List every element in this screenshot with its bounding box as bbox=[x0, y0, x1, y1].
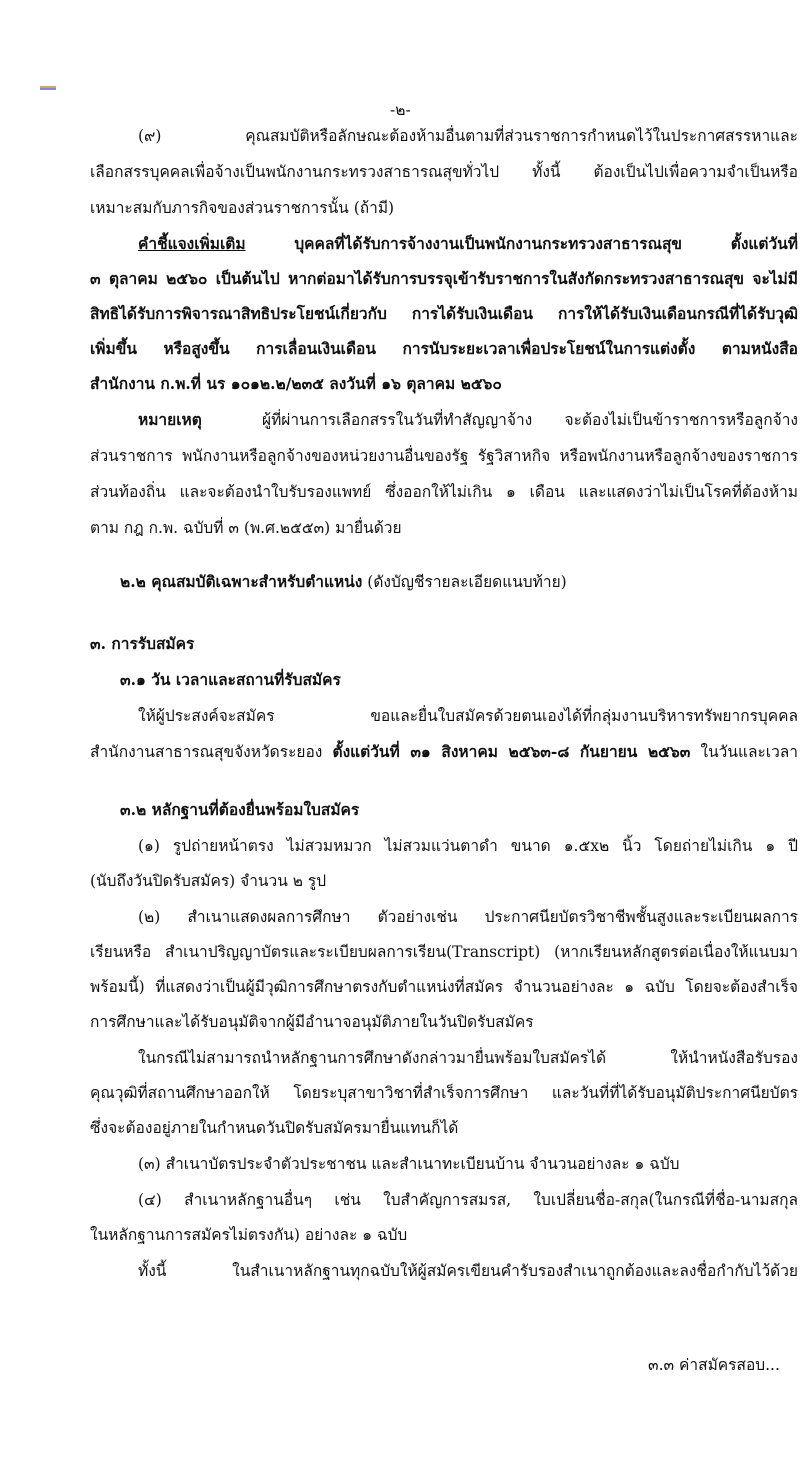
note-line2: ส่วนราชการ พนักงานหรือลูกจ้างของหน่วยงานอื่นของรัฐ รัฐวิสาหกิจ หรือพนักงานหรือลูกจ้างของราชการ bbox=[90, 447, 798, 465]
s32-item1-line1: (๑) รูปถ่ายหน้าตรง ไม่สวมหมวก ไม่สวมแว่นตาดำ ขนาด ๑.๕x๒ นิ้ว โดยถ่ายไม่เกิน ๑ ปี bbox=[138, 837, 798, 855]
s31-line1: ให้ผู้ประสงค์จะสมัคร ขอและยื่นใบสมัครด้วยตนเองได้ที่กลุ่มงานบริหารทรัพยากรบุคคล bbox=[138, 707, 798, 725]
clarify-line4: เพิ่มขึ้น หรือสูงขึ้น การเลื่อนเงินเดือน การนับระยะเวลาเพื่อประโยชน์ในการแต่งตั้ง ตามหนังสือ bbox=[90, 339, 798, 358]
s32-para-line2: คุณวุฒิที่สถานศึกษาออกให้ โดยระบุสาขาวิชาที่สำเร็จการศึกษา และวันที่ที่ได้รับอนุมัติประกาศนียบัตร bbox=[90, 1084, 798, 1102]
s9-line3: เหมาะสมกับภารกิจของส่วนราชการนั้น (ถ้ามี) bbox=[90, 199, 395, 217]
note-line4: ตาม กฎ ก.พ. ฉบับที่ ๓ (พ.ศ.๒๕๕๓) มายื่นด้วย bbox=[90, 519, 402, 537]
clarify-line3: สิทธิได้รับการพิจารณาสิทธิประโยชน์เกี่ยวกับ การได้รับเงินเดือน การให้ได้รับเงินเดือนกรณีที่ได้รับวุฒิ bbox=[90, 304, 798, 323]
clarify-line2: ๓ ตุลาคม ๒๕๖๐ เป็นต้นไป หากต่อมาได้รับการบรรจุเข้ารับราชการในสังกัดกระทรวงสาธารณสุข จะไม่มี bbox=[90, 269, 798, 288]
scan-mark bbox=[40, 86, 56, 91]
s32-heading: ๓.๒ หลักฐานที่ต้องยื่นพร้อมใบสมัคร bbox=[120, 800, 360, 819]
s3-heading: ๓. การรับสมัคร bbox=[90, 634, 195, 653]
s32-closing-line: ทั้งนี้ ในสำเนาหลักฐานทุกฉบับให้ผู้สมัครเขียนคำรับรองสำเนาถูกต้องและลงชื่อกำกับไว้ด้วย bbox=[138, 1262, 798, 1280]
s32-item2-line1: (๒) สำเนาแสดงผลการศึกษา ตัวอย่างเช่น ประกาศนียบัตรวิชาชีพชั้นสูงและระเบียนผลการ bbox=[138, 908, 798, 926]
clarify-line5: สำนักงาน ก.พ.ที่ นร ๑๐๑๒.๒/๒๓๕ ลงวันที่ ๑๖ ตุลาคม ๒๕๖๐ bbox=[90, 374, 502, 393]
s32-para-line1: ในกรณีไม่สามารถนำหลักฐานการศึกษาดังกล่าวมายื่นพร้อมใบสมัครได้ ให้นำหนังสือรับรอง bbox=[138, 1049, 798, 1067]
s32-item3-line1: (๓) สำเนาบัตรประจำตัวประชาชน และสำเนาทะเบียนบ้าน จำนวนอย่างละ ๑ ฉบับ bbox=[138, 1155, 680, 1173]
s32-item2-line2: เรียนหรือ สำเนาปริญญาบัตรและระเบียบผลการเรียน(Transcript) (หากเรียนหลักสูตรต่อเนื่องให้แนบมา bbox=[90, 943, 798, 961]
s32-item4-line1: (๔) สำเนาหลักฐานอื่นๆ เช่น ใบสำคัญการสมรส, ใบเปลี่ยนชื่อ-สกุล(ในกรณีที่ชื่อ-นามสกุล bbox=[138, 1191, 798, 1209]
s9-line2: เลือกสรรบุคคลเพื่อจ้างเป็นพนักงานกระทรวงสาธารณสุขทั่วไป ทั้งนี้ ต้องเป็นไปเพื่อความจำเป็นหรือ bbox=[90, 163, 798, 181]
clarify-line1: คำชี้แจงเพิ่มเติม บุคคลที่ได้รับการจ้างงานเป็นพนักงานกระทรวงสาธารณสุข ตั้งแต่วันที่ bbox=[138, 234, 798, 253]
clarify-label: คำชี้แจงเพิ่มเติม bbox=[138, 234, 246, 253]
s32-para-line3: ซึ่งจะต้องอยู่ภายในกำหนดวันปิดรับสมัครมายื่นแทนก็ได้ bbox=[90, 1119, 459, 1137]
s32-item4-line2: ในหลักฐานการสมัครไม่ตรงกัน) อย่างละ ๑ ฉบับ bbox=[90, 1226, 408, 1244]
s32-item1-line2: (นับถึงวันปิดรับสมัคร) จำนวน ๒ รูป bbox=[90, 872, 327, 890]
s31-line2: สำนักงานสาธารณสุขจังหวัดระยอง ตั้งแต่วันที่ ๓๑ สิงหาคม ๒๕๖๓-๘ กันยายน ๒๕๖๓ ในวันและเวลา bbox=[90, 742, 798, 761]
s22-heading: ๒.๒ คุณสมบัติเฉพาะสำหรับตำแหน่ง (ดังบัญชีรายละเอียดแนบท้าย) bbox=[120, 572, 567, 591]
s32-item2-line3: พร้อมนี้) ที่แสดงว่าเป็นผู้มีวุฒิการศึกษาตรงกับตำแหน่งที่สมัคร จำนวนอย่างละ ๑ ฉบับ โดยจะต้องสำเร็จ bbox=[90, 978, 798, 996]
s32-item2-line4: การศึกษาและได้รับอนุมัติจากผู้มีอำนาจอนุมัติภายในวันปิดรับสมัคร bbox=[90, 1013, 534, 1031]
note-line1: ผู้ที่ผ่านการเลือกสรรในวันที่ทำสัญญาจ้าง จะต้องไม่เป็นข้าราชการหรือลูกจ้าง bbox=[262, 411, 798, 429]
continuation-text: ๓.๓ ค่าสมัครสอบ... bbox=[648, 1356, 780, 1374]
page-number: -๒- bbox=[390, 101, 411, 119]
note-line3: ส่วนท้องถิ่น และจะต้องนำใบรับรองแพทย์ ซึ่งออกให้ไม่เกิน ๑ เดือน และแสดงว่าไม่เป็นโรคที่ต้องห้าม bbox=[90, 483, 798, 501]
s31-heading: ๓.๑ วัน เวลาและสถานที่รับสมัคร bbox=[120, 670, 341, 689]
note-label: หมายเหตุ bbox=[138, 410, 202, 429]
s9-line1: (๙) คุณสมบัติหรือลักษณะต้องห้ามอื่นตามที่ส่วนราชการกำหนดไว้ในประกาศสรรหาและ bbox=[138, 127, 798, 145]
